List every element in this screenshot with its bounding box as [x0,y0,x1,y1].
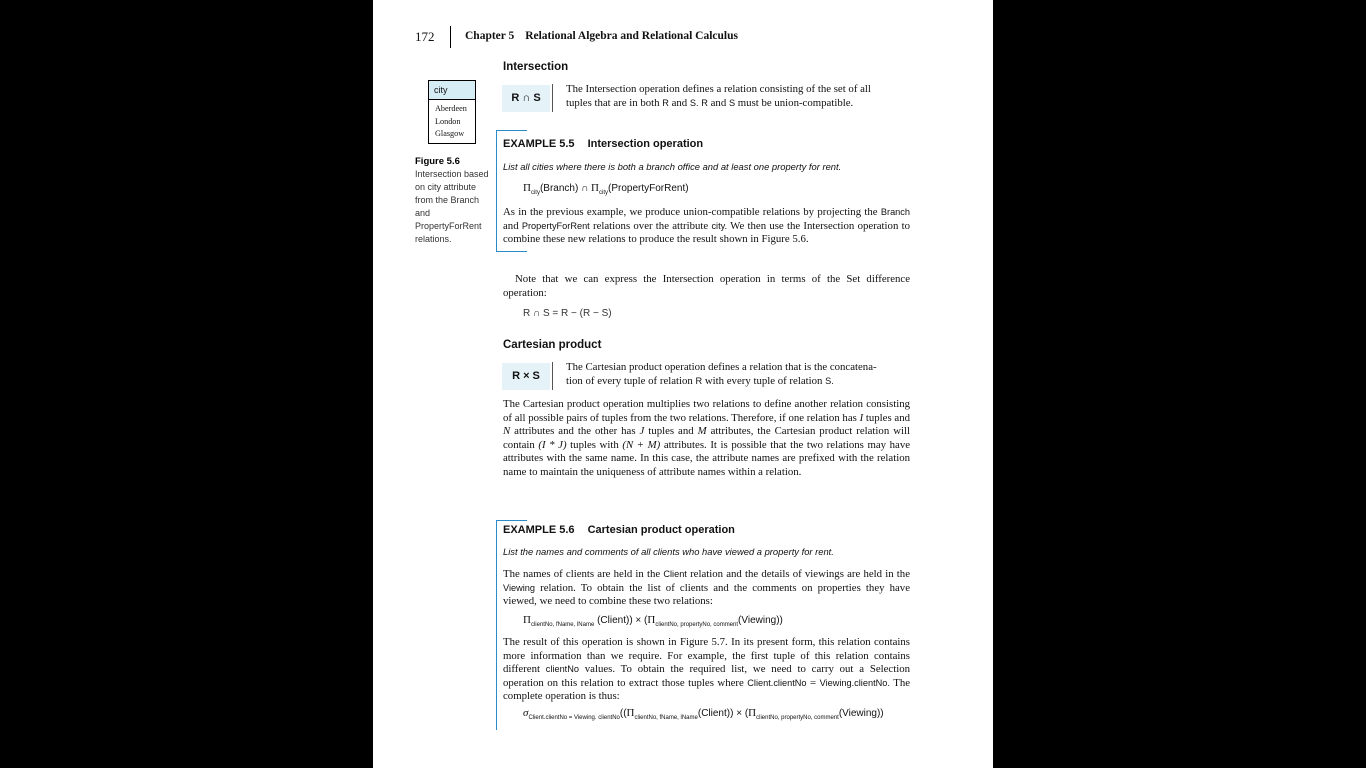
expression: (N + M) [622,438,661,451]
relation-name: Viewing [503,582,536,593]
cartesian-formula [523,614,783,628]
definition-text: and [710,96,727,109]
formula-relation: (Viewing)) [738,615,783,626]
paragraph-text: values. To obtain the required list, we need to carry out a Selection operation on this relation to extract those tuples where [503,663,910,689]
definition-text: must be union-compatible. [737,96,854,109]
definition-divider [552,362,553,390]
formula-relation: (Branch) ∩ [539,183,589,194]
projection-attributes: clientNo, fName, lName [634,715,698,721]
paragraph-text: operation to combine these new relations to produce the result shown in Figure 5.6. [503,219,910,246]
paragraph-text: As in the previous example, we produce union-compatible relations by projecting the [503,206,878,218]
projection-attributes: clientNo, fName, lName [530,622,595,628]
definition-divider [552,84,553,112]
projection-symbol: Π [647,614,656,626]
relation-r: R [701,97,708,108]
relation-r: R [662,97,669,108]
definition-text: with every tuple of relation [704,374,823,387]
relation-s: S [728,97,736,108]
definition-text: tion of every tuple of relation [566,374,693,387]
paragraph-text: relation and the details of viewings are held in the [690,568,910,580]
formula-bracket: (( [619,708,627,719]
page-number: 172 [415,29,435,44]
attribute-name: Client.clientNo [747,677,807,688]
paragraph-text: attributes. It is possible that the two relations may have attributes with the same name. In this case, the attribute names are prefixed with the relation name to maintain the uniqueness of attribute names within a relation. [503,438,911,478]
example-5-6-paragraph-2 [503,636,910,704]
definition-text: The Intersection operation defines a relation consisting of the set of all [566,83,871,95]
paragraph-text: tuples and [648,425,694,438]
formula-relation: (Client)) × ( [597,615,648,626]
paragraph-text: The names of clients are held in the [503,568,661,580]
paragraph-text: = [810,676,817,689]
paragraph-text: The result of this operation is shown in Figure 5.7. In its present form, this relation contains more information than we require. For example, the first tuple of this relation contains different [503,636,910,676]
projection-attribute: city [530,190,540,196]
figure-caption [415,155,493,246]
variable: I [859,411,864,424]
example-5-6-paragraph-1 [503,568,910,609]
example-frame-top [496,130,527,131]
relation-r: R [695,375,703,386]
definition-text: and [671,96,688,109]
paragraph-text: relation. To obtain the list of clients and the comments on properties they have viewed, we need to combine these two relations: [503,581,910,608]
example-5-6-heading [503,524,735,536]
example-5-5-heading [503,138,703,150]
relation-s: S. [689,97,699,108]
definition-text: The Cartesian product operation defines a relation that is the concatena- [566,361,877,373]
example-query: List the names and comments of all clients who have viewed a property for rent. [503,546,834,557]
paragraph-text: tuples with [570,438,619,451]
header-divider [450,26,451,48]
example-frame-top [496,520,527,521]
example-5-5-paragraph [503,206,910,247]
paragraph-text: attributes and the other has [514,425,636,438]
note-paragraph: Note that we can express the Intersection operation in terms of the Set difference operation: [503,273,910,299]
section-heading-cartesian: Cartesian product [503,339,602,351]
table-row: London [435,116,461,126]
section-heading-intersection: Intersection [503,61,569,73]
cartesian-symbol-box: R × S [502,363,550,390]
variable: J [639,425,645,438]
figure-caption-title: Figure 5.6 [415,156,460,167]
example-frame-bottom [496,251,527,252]
example-number: EXAMPLE 5.5 [503,138,575,150]
relation-name: PropertyForRent [521,220,590,231]
example-title: Cartesian product operation [587,524,735,536]
example-title: Intersection operation [587,138,704,150]
projection-symbol: Π [591,182,599,194]
intersection-definition [566,83,911,110]
figure-caption-text: Intersection based on city attribute from the Branch and PropertyForRent relations. [415,169,489,244]
paragraph-text: and [503,219,519,232]
relation-name: Client [663,569,687,579]
relation-s: S. [825,375,834,386]
attribute-name: Viewing.clientNo. [819,677,890,688]
projection-symbol: Π [626,707,635,719]
relation-name: Branch [880,207,910,217]
chapter-label: Chapter 5 [465,30,515,42]
intersection-symbol-box: R ∩ S [502,85,550,112]
paragraph-text: We then use the Intersection [730,219,855,232]
chapter-title: Relational Algebra and Relational Calculus [525,30,738,42]
projection-symbol: Π [523,614,531,626]
paragraph-text: relations over the attribute [592,219,709,232]
table-row: Glasgow [435,129,465,138]
set-difference-formula: R ∩ S = R − (R − S) [523,308,612,319]
formula-relation: (Client)) × ( [697,708,749,719]
selection-formula [523,707,884,721]
table-header-city: city [429,81,475,100]
formula-relation: (Viewing)) [838,708,884,719]
table-row: Aberdeen [435,104,467,113]
attribute-name: clientNo [545,664,579,675]
attribute-name: city. [711,220,728,231]
definition-text: tuples that are in both [566,96,660,109]
cartesian-paragraph [503,398,910,480]
formula-relation: (PropertyForRent) [608,183,689,194]
example-frame-side [496,520,497,730]
expression: (I * J) [538,438,567,451]
intersection-formula [523,182,689,196]
figure-5-6-table [428,80,476,144]
projection-attributes: clientNo, propertyNo, comment [655,622,739,628]
selection-symbol: σ [523,707,529,719]
projection-symbol: Π [523,182,531,194]
chapter-header [465,30,738,42]
book-page [373,0,993,768]
variable: N [503,425,511,438]
example-frame-side [496,130,497,252]
paragraph-text: tuples and [865,411,910,424]
example-number: EXAMPLE 5.6 [503,524,575,536]
selection-predicate: Client.clientNo = Viewing. clientNo [528,715,620,721]
variable: M [697,425,707,438]
paragraph-text: The complete operation is thus: [503,676,911,703]
paragraph-text: The Cartesian product operation multiplies two relations to define another relation consisting of all possible pairs of tuples from the two relations. Therefore, if one relation has [503,398,910,424]
projection-symbol: Π [748,707,757,719]
example-query: List all cities where there is both a branch office and at least one property for rent. [503,161,842,172]
paragraph-text: attributes, the Cartesian product relation will contain [503,425,910,451]
projection-attribute: city [599,190,608,196]
projection-attributes: clientNo, propertyNo, comment [756,715,839,721]
cartesian-definition [566,361,911,388]
